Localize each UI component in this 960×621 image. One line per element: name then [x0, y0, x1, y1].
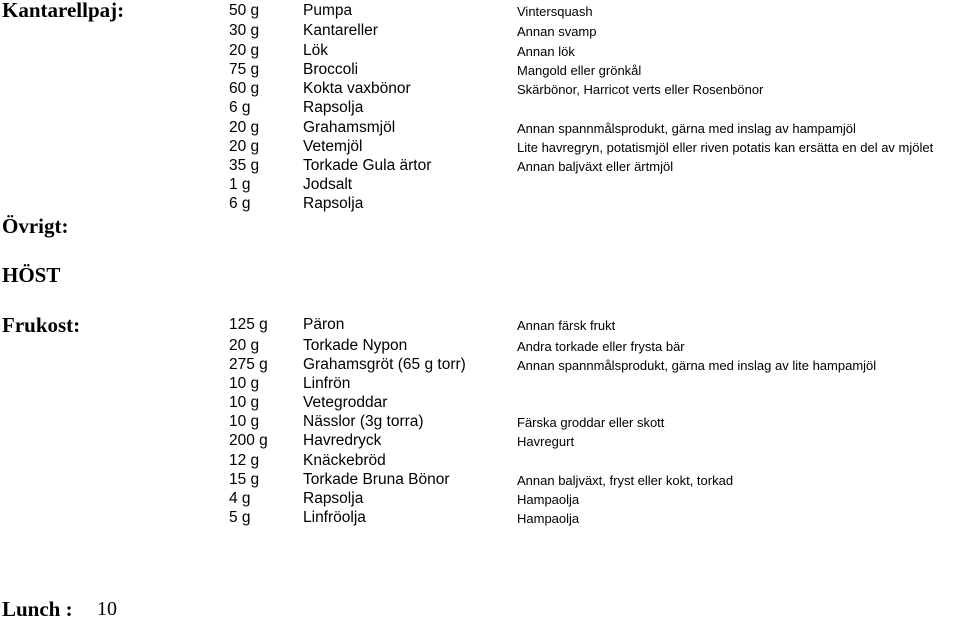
- ingredient-name: Päron: [303, 316, 345, 333]
- ingredient-row: [0, 432, 960, 451]
- ingredient-amount: 125 g: [229, 316, 268, 333]
- ingredient-name: Jodsalt: [303, 176, 353, 193]
- ingredient-name: Broccoli: [303, 61, 359, 78]
- ingredient-alternative: Skärbönor, Harricot verts eller Rosenbönor: [517, 82, 764, 97]
- ingredient-alternative: Annan lök: [517, 44, 575, 59]
- ingredient-amount: 20 g: [229, 138, 260, 155]
- ingredient-name: Grahamsgröt (65 g torr): [303, 356, 466, 373]
- ingredient-name: Rapsolja: [303, 99, 364, 116]
- ingredient-row: [0, 313, 960, 337]
- ingredient-row: [0, 22, 960, 41]
- ingredient-amount: 20 g: [229, 119, 260, 136]
- heading-kantarellpaj: Kantarellpaj:: [2, 0, 125, 22]
- ingredient-row: [0, 80, 960, 99]
- ingredient-name: Grahamsmjöl: [303, 119, 396, 136]
- ingredient-amount: 6 g: [229, 99, 251, 116]
- ingredient-row: [0, 2, 960, 21]
- ingredient-name: Rapsolja: [303, 490, 364, 507]
- ingredient-name: Torkade Gula ärtor: [303, 157, 432, 174]
- ingredient-amount: 50 g: [229, 2, 260, 19]
- heading-frukost: Frukost:: [2, 313, 81, 337]
- ingredient-alternative: Lite havregryn, potatismjöl eller riven potatis kan ersätta en del av mjölet: [517, 140, 934, 155]
- ingredient-amount: 30 g: [229, 22, 260, 39]
- ingredient-row: [0, 61, 960, 80]
- ingredient-amount: 200 g: [229, 432, 268, 449]
- ingredient-amount: 275 g: [229, 356, 268, 373]
- ingredient-alternative: Annan baljväxt, fryst eller kokt, torkad: [517, 473, 734, 488]
- ingredient-row: [0, 394, 960, 413]
- ingredient-row: [0, 452, 960, 471]
- ingredient-amount: 10 g: [229, 394, 260, 411]
- ingredient-amount: 15 g: [229, 471, 260, 488]
- ingredient-row: [0, 471, 960, 490]
- ingredient-amount: 35 g: [229, 157, 260, 174]
- ingredient-row: [0, 138, 960, 157]
- ingredient-amount: 12 g: [229, 452, 260, 469]
- ingredient-amount: 10 g: [229, 413, 260, 430]
- ingredient-name: Pumpa: [303, 2, 353, 19]
- ingredient-row: [0, 490, 960, 509]
- ingredient-name: Torkade Nypon: [303, 337, 408, 354]
- ingredient-amount: 75 g: [229, 61, 260, 78]
- lunch-value: 10: [97, 598, 117, 620]
- ingredient-row: [0, 356, 960, 375]
- ingredient-row: [0, 99, 960, 118]
- ingredient-name: Nässlor (3g torra): [303, 413, 424, 430]
- ingredient-name: Linfröolja: [303, 509, 366, 526]
- ingredient-name: Kantareller: [303, 22, 378, 39]
- ingredient-name: Vetegroddar: [303, 394, 388, 411]
- heading-ovrigt: Övrigt:: [2, 214, 69, 238]
- ingredient-name: Havredryck: [303, 432, 382, 449]
- heading-host: HÖST: [2, 263, 61, 287]
- ingredient-row: [0, 119, 960, 138]
- ingredient-row: [0, 157, 960, 176]
- ingredient-name: Linfrön: [303, 375, 351, 392]
- ingredient-amount: 5 g: [229, 509, 251, 526]
- ingredient-name: Torkade Bruna Bönor: [303, 471, 450, 488]
- ingredient-alternative: Annan baljväxt eller ärtmjöl: [517, 159, 674, 174]
- ingredient-name: Vetemjöl: [303, 138, 363, 155]
- ingredient-alternative: Annan spannmålsprodukt, gärna med inslag av hampamjöl: [517, 121, 856, 136]
- ingredient-amount: 60 g: [229, 80, 260, 97]
- ingredient-alternative: Hampaolja: [517, 492, 580, 507]
- ingredient-name: Rapsolja: [303, 195, 364, 212]
- ingredient-amount: 10 g: [229, 375, 260, 392]
- ingredient-row: [0, 42, 960, 61]
- ingredient-row: [0, 195, 960, 214]
- ingredient-row: [0, 509, 960, 528]
- ingredient-name: Kokta vaxbönor: [303, 80, 411, 97]
- ingredient-amount: 20 g: [229, 42, 260, 59]
- ingredient-alternative: Mangold eller grönkål: [517, 63, 642, 78]
- ingredient-alternative: Annan färsk frukt: [517, 318, 616, 333]
- ingredient-alternative: Andra torkade eller frysta bär: [517, 339, 685, 354]
- ingredient-alternative: Vintersquash: [517, 4, 593, 19]
- ingredient-name: Knäckebröd: [303, 452, 386, 469]
- ingredient-row: [0, 375, 960, 394]
- ingredient-row: [0, 176, 960, 195]
- ingredient-alternative: Annan svamp: [517, 24, 597, 39]
- ingredient-alternative: Havregurt: [517, 434, 575, 449]
- ingredient-amount: 20 g: [229, 337, 260, 354]
- heading-lunch: Lunch :: [2, 597, 73, 621]
- ingredient-alternative: Färska groddar eller skott: [517, 415, 665, 430]
- ingredient-row: [0, 413, 960, 432]
- ingredient-amount: 6 g: [229, 195, 251, 212]
- ingredient-row: [0, 337, 960, 356]
- ingredient-amount: 1 g: [229, 176, 251, 193]
- ingredient-amount: 4 g: [229, 490, 251, 507]
- ingredient-name: Lök: [303, 42, 328, 59]
- ingredient-alternative: Hampaolja: [517, 511, 580, 526]
- ingredient-alternative: Annan spannmålsprodukt, gärna med inslag av lite hampamjöl: [517, 358, 877, 373]
